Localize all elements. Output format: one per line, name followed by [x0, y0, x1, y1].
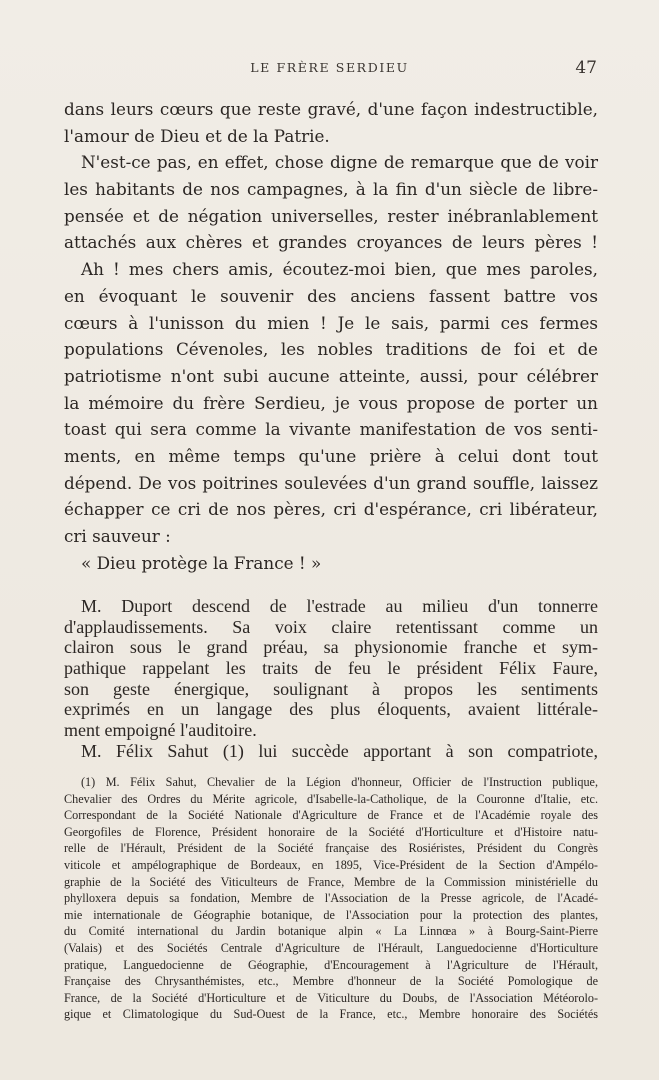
text-line: en évoquant le souvenir des anciens fassent battre vos [64, 285, 598, 306]
footnote-line: Chevalier des Ordres du Mérite agricole, d'Isabelle-la-Catholique, de la Couronne d'Italie, etc. [64, 791, 598, 806]
text-line: pensée et de négation universelles, rester inébranlablement [64, 205, 598, 226]
text-line: patriotisme n'ont subi aucune atteinte, aussi, pour célébrer [64, 365, 598, 386]
footnote-line: phylloxera depuis sa fondation, Membre de l'Association de la Presse agricole, de l'Acadé- [64, 891, 598, 906]
text-line: échapper ce cri de nos pères, cri d'espérance, cri libérateur, [64, 499, 598, 520]
footnote-line: du Comité international du Jardin botanique alpin « La Linnœa » à Bourg-Saint-Pierre [64, 924, 598, 939]
footnote-line: gique et Climatologique du Sud-Ouest de la France, etc., Membre honoraire des Sociétés [64, 1007, 598, 1022]
footnote-line: (Valais) et des Sociétés Centrale d'Agriculture de l'Hérault, Languedocienne d'Horticulture [64, 940, 598, 955]
text-line: dépend. De vos poitrines soulevées d'un grand souffle, laissez [64, 472, 598, 493]
text-line: les habitants de nos campagnes, à la fin d'un siècle de libre- [64, 179, 598, 200]
text-line: toast qui sera comme la vivante manifestation de vos senti- [64, 419, 598, 440]
footnote-line: viticole et ampélographique de Bordeaux, en 1895, Vice-Président de la Section d'Ampélo- [64, 857, 598, 872]
text-line: exprimés en un langage des plus éloquents, avaient littérale- [64, 699, 598, 720]
text-line: son geste énergique, soulignant à propos les sentiments [64, 678, 598, 699]
toast-quote: « Dieu protège la France ! » [81, 552, 322, 573]
footnote-line: relle de l'Hérault, Président de la Société française des Rosiéristes, Président du Congrès [64, 841, 598, 856]
text-line: l'amour de Dieu et de la Patrie. [64, 125, 330, 146]
running-title: LE FRÈRE SERDIEU [250, 60, 409, 75]
footnote-line: pratique, Languedocienne de Géographie, d'Encouragement à l'Agriculture de l'Hérault, [64, 957, 598, 972]
text-line: attachés aux chères et grandes croyances de leurs pères ! [64, 232, 598, 253]
footnote-line: (1) M. Félix Sahut, Chevalier de la Légion d'honneur, Officier de l'Instruction publique, [81, 775, 598, 789]
text-line: cœurs à l'unisson du mien ! Je le sais, parmi ces fermes [64, 312, 598, 333]
text-line: dans leurs cœurs que reste gravé, d'une façon indestructible, [64, 99, 598, 119]
narrative-text [64, 596, 598, 762]
footnote-line: Correspondant de la Société Nationale d'Agriculture de France et de l'Académie royale des [64, 808, 598, 823]
footnote-line: Française des Chrysanthémistes, etc., Membre d'honneur de la Société Pomologique de [64, 974, 598, 989]
text-line: N'est-ce pas, en effet, chose digne de remarque que de voir [81, 152, 598, 173]
footnote-line: graphie de la Société des Viticulteurs de France, Membre de la Commission ministérielle du [64, 874, 598, 889]
page-number: 47 [575, 58, 597, 78]
text-line: Ah ! mes chers amis, écoutez-moi bien, que mes paroles, [81, 259, 598, 280]
text-line: cri sauveur : [64, 526, 171, 546]
text-line: M. Duport descend de l'estrade au milieu d'un tonnerre [81, 596, 598, 616]
text-line: d'applaudissements. Sa voix claire retentissant comme un [64, 616, 598, 637]
text-line: M. Félix Sahut (1) lui succède apportant à son compatriote, [81, 740, 598, 761]
text-line: pathique rappelant les traits de feu le président Félix Faure, [64, 658, 598, 679]
text-line: populations Cévenoles, les nobles traditions de foi et de [64, 339, 598, 360]
text-line: ment empoigné l'auditoire. [64, 720, 257, 741]
text-line: la mémoire du frère Serdieu, je vous propose de porter un [64, 392, 598, 413]
speech-text [64, 96, 598, 576]
footnote-line: Georgofiles de Florence, Président honoraire de la Société d'Horticulture et d'Histoire natu- [64, 824, 598, 839]
text-line: clairon sous le grand préau, sa physionomie franche et sym- [64, 637, 598, 658]
footnote [64, 774, 598, 1023]
footnote-line: mie internationale de Géographie botanique, de l'Association pour la protection des plantes, [64, 907, 598, 922]
footnote-line: France, de la Société d'Horticulture et de Viticulture du Doubs, de l'Association Météorolo- [64, 990, 598, 1005]
text-line: ments, en même temps qu'une prière à celui dont tout [64, 445, 598, 466]
